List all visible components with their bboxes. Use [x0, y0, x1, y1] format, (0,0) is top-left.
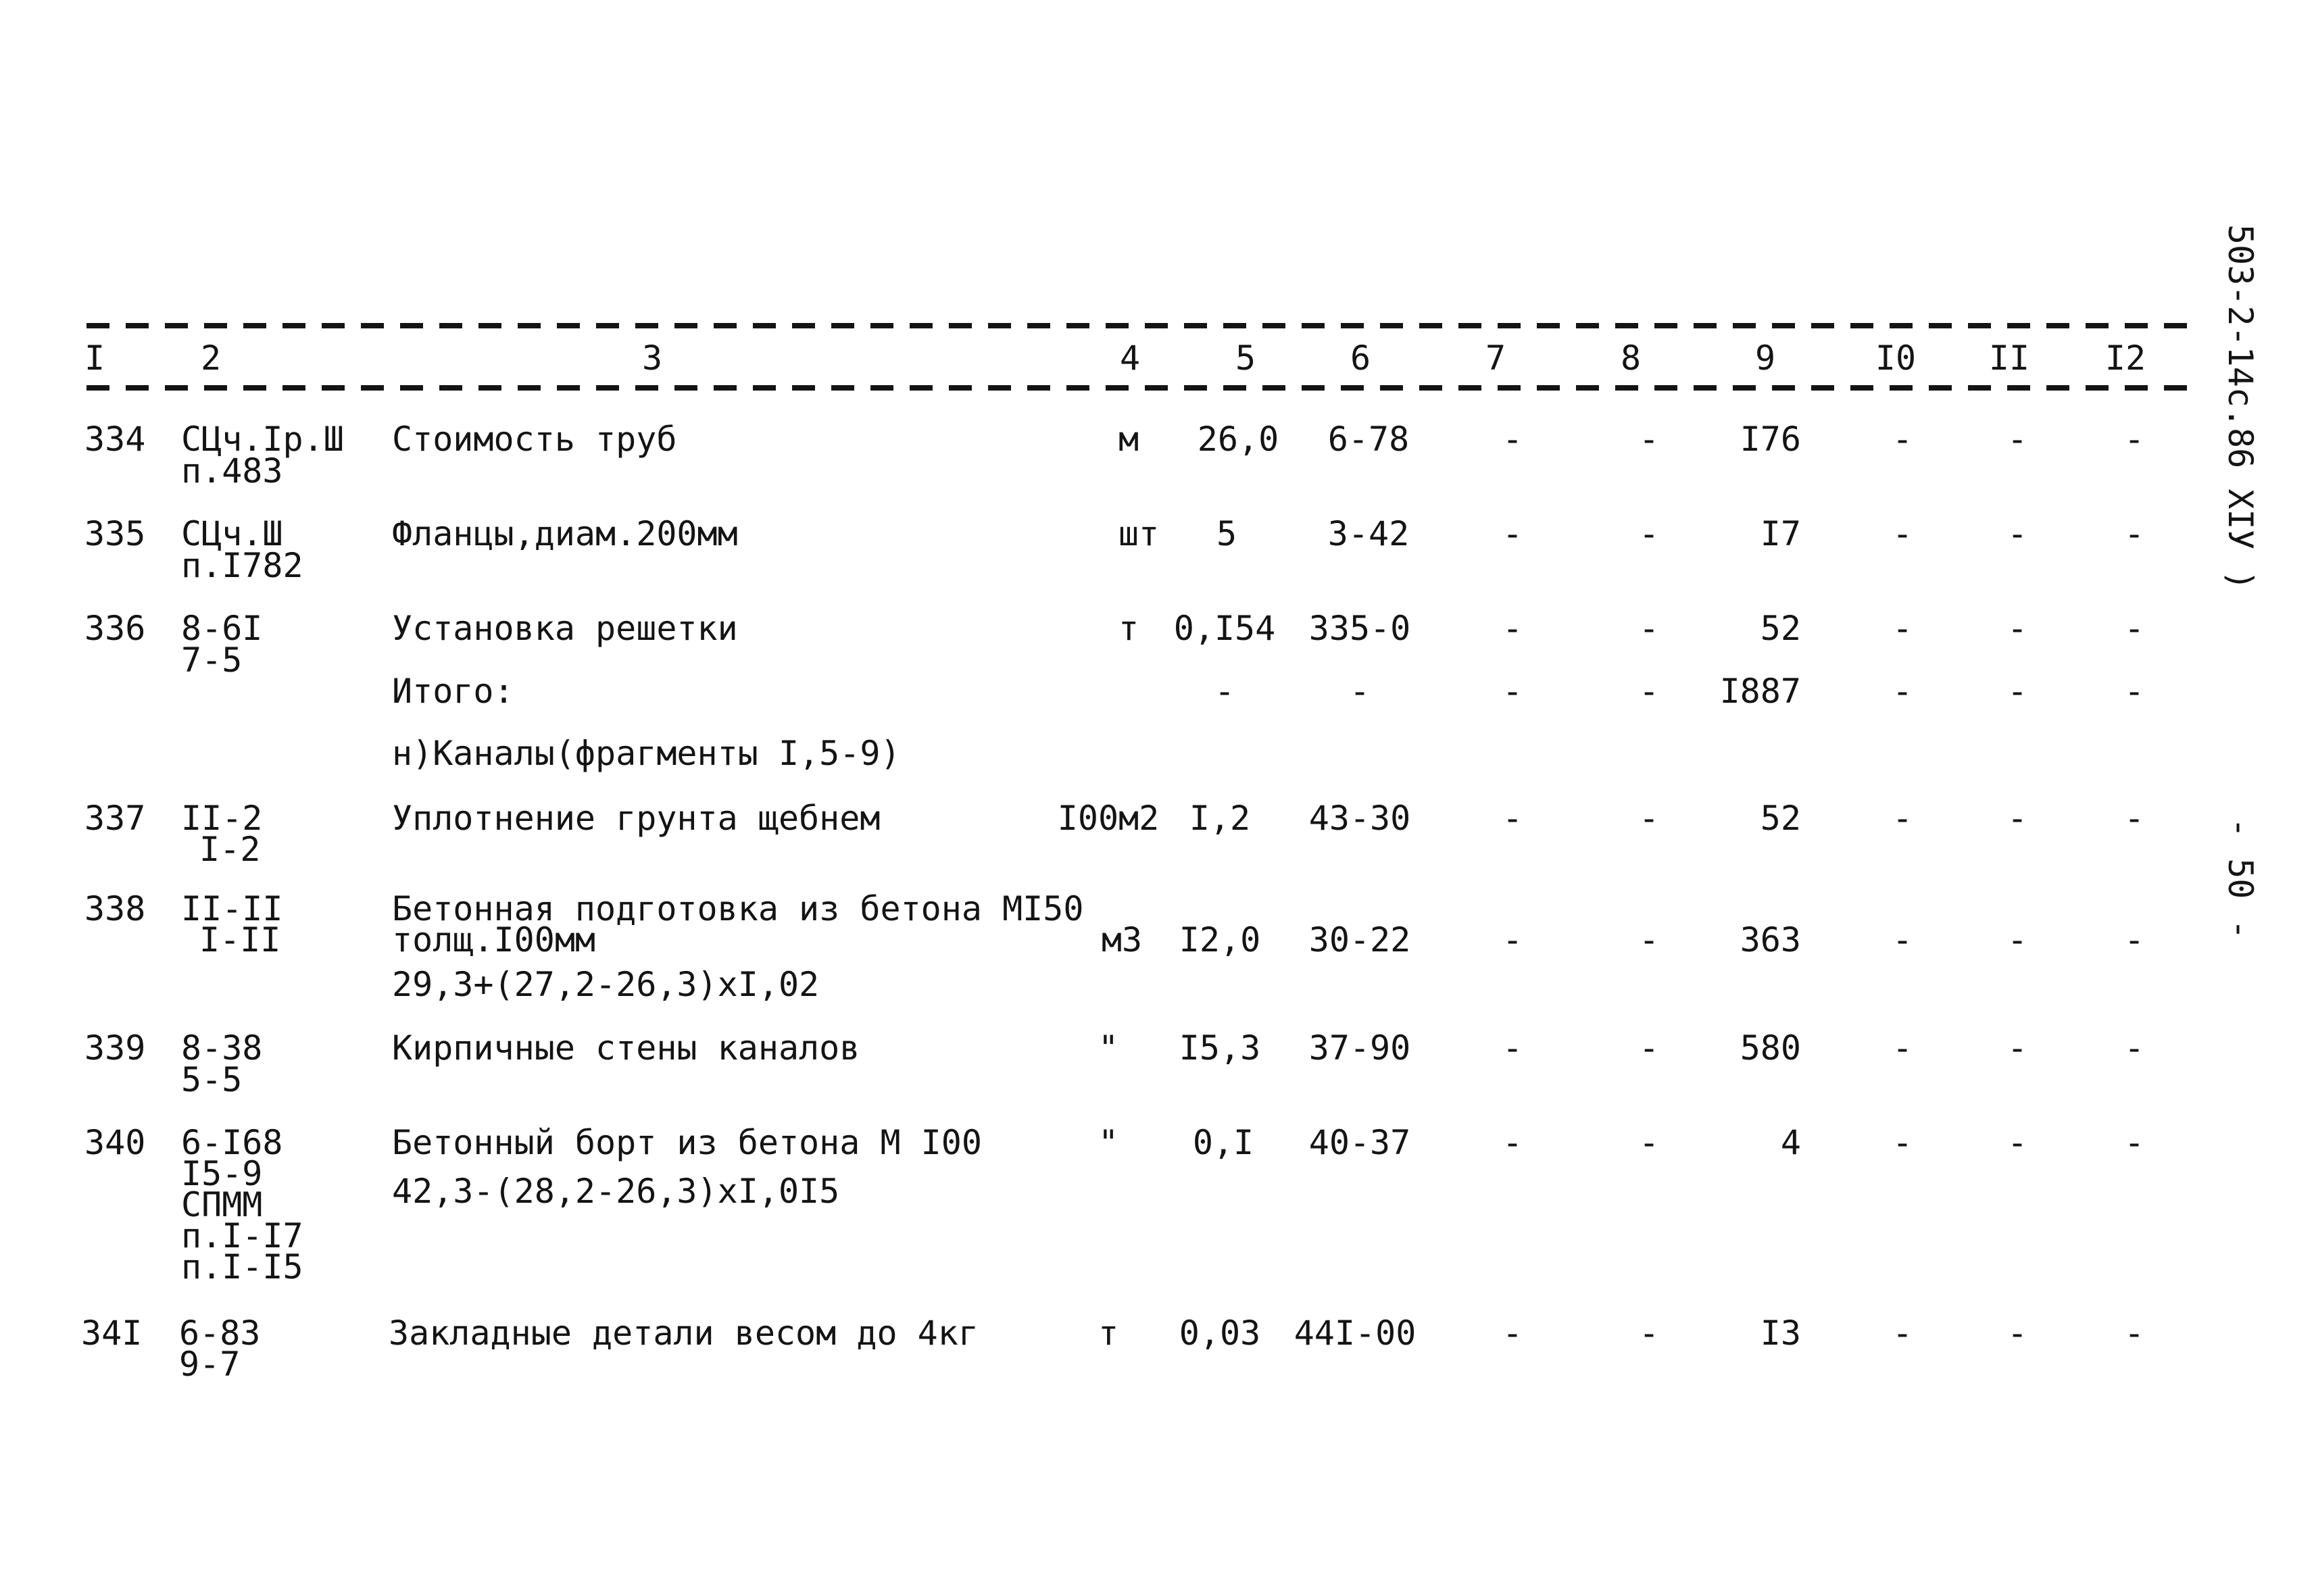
- column-header-3: 3: [641, 339, 663, 378]
- cell-col8: -: [1638, 1314, 1660, 1353]
- work-name: Бетонный борт из бетона М I00: [392, 1123, 982, 1162]
- cell-col10: -: [1892, 1314, 1913, 1353]
- cell-col11: -: [2007, 920, 2028, 959]
- column-header-11: II: [1988, 339, 2030, 378]
- norm-code: 8-6I: [181, 609, 263, 648]
- total-cost: 363: [1740, 920, 1801, 959]
- unit-price: 335-0: [1308, 609, 1411, 648]
- work-name: Закладные детали весом до 4кг: [389, 1314, 979, 1353]
- cell-col10: -: [1892, 672, 1913, 711]
- ditto-mark: ": [1098, 1028, 1119, 1068]
- norm-code: п.I782: [181, 546, 303, 585]
- header-bottom-rule: [87, 385, 2190, 391]
- column-header-6: 6: [1350, 339, 1371, 378]
- column-header-2: 2: [200, 339, 222, 378]
- quantity: I2,0: [1179, 920, 1261, 959]
- unit: т: [1118, 609, 1139, 648]
- unit-price: 40-37: [1308, 1123, 1411, 1162]
- norm-code: СПММ: [181, 1185, 263, 1224]
- cell-col10: -: [1892, 514, 1913, 553]
- cell-col10: -: [1892, 609, 1913, 648]
- cell-col11: -: [2007, 609, 2028, 648]
- row-number: 340: [84, 1123, 146, 1162]
- cell-col12: -: [2123, 514, 2145, 553]
- norm-code: п.I-I7: [181, 1216, 303, 1255]
- cell-col11: -: [2007, 1314, 2028, 1353]
- total-cost: I3: [1760, 1314, 1801, 1353]
- column-header-7: 7: [1485, 339, 1506, 378]
- cell-col11: -: [2007, 420, 2028, 459]
- unit: м3: [1101, 920, 1143, 959]
- quantity: I5,3: [1179, 1028, 1261, 1068]
- norm-code: I5-9: [181, 1154, 263, 1193]
- cell-col8: -: [1638, 799, 1660, 838]
- total-cost: I76: [1740, 420, 1801, 459]
- cell-col10: -: [1892, 1028, 1913, 1068]
- cell-col7: -: [1502, 420, 1523, 459]
- quantity: 0,I54: [1173, 609, 1276, 648]
- cell-col8: -: [1638, 514, 1660, 553]
- norm-code: 5-5: [181, 1060, 243, 1099]
- column-header-8: 8: [1620, 339, 1642, 378]
- row-number: 335: [84, 514, 146, 553]
- total-cost: I7: [1760, 514, 1801, 553]
- cell-col7: -: [1502, 1314, 1523, 1353]
- cell-col7: -: [1502, 1123, 1523, 1162]
- cell-col7: -: [1502, 1028, 1523, 1068]
- norm-code: п.I-I5: [181, 1247, 303, 1287]
- column-header-12: I2: [2104, 339, 2146, 378]
- total-cost: 580: [1740, 1028, 1801, 1068]
- subtotal-label: Итого:: [392, 672, 514, 711]
- unit: м: [1118, 420, 1139, 459]
- unit-price: 3-42: [1327, 514, 1410, 553]
- cell-col11: -: [2007, 1123, 2028, 1162]
- unit-price: -: [1349, 672, 1371, 711]
- row-number: 334: [84, 420, 146, 459]
- cell-col8: -: [1638, 1123, 1660, 1162]
- quantity: I,2: [1189, 799, 1251, 838]
- unit: шт: [1118, 514, 1160, 553]
- unit-price: 44I-00: [1294, 1314, 1417, 1353]
- cell-col12: -: [2123, 1123, 2145, 1162]
- page-number: - 50 -: [2221, 818, 2260, 940]
- cell-col7: -: [1502, 609, 1523, 648]
- norm-code: II-2: [181, 799, 263, 838]
- total-cost: 52: [1760, 799, 1801, 838]
- cell-col10: -: [1892, 420, 1913, 459]
- quantity: 0,03: [1179, 1314, 1261, 1353]
- cell-col7: -: [1502, 920, 1523, 959]
- norm-code: 6-83: [179, 1314, 261, 1353]
- cell-col12: -: [2123, 799, 2145, 838]
- quantity: 26,0: [1197, 420, 1279, 459]
- norm-code: СЦч.Ш: [181, 514, 283, 553]
- cell-col8: -: [1638, 609, 1660, 648]
- column-header-9: 9: [1754, 339, 1776, 378]
- section-heading: н)Каналы(фрагменты I,5-9): [392, 734, 901, 773]
- work-name: Уплотнение грунта щебнем: [392, 799, 881, 838]
- unit: т: [1098, 1314, 1119, 1353]
- unit-price: 6-78: [1327, 420, 1410, 459]
- cell-col8: -: [1638, 920, 1660, 959]
- row-number: 338: [84, 889, 146, 928]
- cell-col11: -: [2007, 799, 2028, 838]
- norm-code: п.483: [181, 451, 283, 491]
- total-cost: 4: [1780, 1123, 1801, 1162]
- norm-code: СЦч.Iр.Ш: [181, 420, 344, 459]
- unit: I00м2: [1057, 799, 1160, 838]
- work-name: Установка решетки: [392, 609, 738, 648]
- quantity: 0,I: [1192, 1123, 1254, 1162]
- norm-code: II-II: [181, 889, 283, 928]
- cell-col10: -: [1892, 920, 1913, 959]
- column-header-5: 5: [1235, 339, 1256, 378]
- volume-formula: 29,3+(27,2-26,3)хI,02: [392, 965, 820, 1004]
- cell-col8: -: [1638, 1028, 1660, 1068]
- unit-price: 30-22: [1308, 920, 1411, 959]
- quantity: -: [1214, 672, 1235, 711]
- ditto-mark: ": [1098, 1123, 1119, 1162]
- norm-code: 6-I68: [181, 1123, 283, 1162]
- cell-col12: -: [2123, 420, 2145, 459]
- cell-col8: -: [1638, 420, 1660, 459]
- cell-col8: -: [1638, 672, 1660, 711]
- norm-code: 8-38: [181, 1028, 263, 1068]
- work-name: Стоимость труб: [392, 420, 677, 459]
- unit-price: 37-90: [1308, 1028, 1411, 1068]
- side-document-code: 503-2-14с.86 ХIУ ): [2221, 224, 2260, 591]
- norm-code: 9-7: [179, 1345, 241, 1384]
- subtotal-value: I887: [1719, 672, 1801, 711]
- norm-code: I-II: [199, 920, 281, 959]
- work-name: Кирпичные стены каналов: [392, 1028, 860, 1068]
- cell-col10: -: [1892, 1123, 1913, 1162]
- work-name: Фланцы,диам.200мм: [392, 514, 738, 553]
- cell-col12: -: [2123, 1314, 2145, 1353]
- cell-col12: -: [2123, 920, 2145, 959]
- norm-code: 7-5: [181, 641, 243, 680]
- column-header-10: I0: [1875, 339, 1917, 378]
- cell-col11: -: [2007, 672, 2028, 711]
- total-cost: 52: [1760, 609, 1801, 648]
- quantity: 5: [1216, 514, 1237, 553]
- cell-col7: -: [1502, 672, 1523, 711]
- column-header-4: 4: [1119, 339, 1141, 378]
- work-name: толщ.I00мм: [392, 920, 596, 959]
- column-header-1: I: [84, 339, 105, 378]
- cell-col12: -: [2123, 672, 2145, 711]
- cell-col7: -: [1502, 799, 1523, 838]
- row-number: 336: [84, 609, 146, 648]
- row-number: 34I: [81, 1314, 143, 1353]
- header-top-rule: [87, 323, 2190, 328]
- cell-col11: -: [2007, 1028, 2028, 1068]
- row-number: 339: [84, 1028, 146, 1068]
- cell-col12: -: [2123, 1028, 2145, 1068]
- work-name: Бетонная подготовка из бетона МI50: [392, 889, 1084, 928]
- cell-col10: -: [1892, 799, 1913, 838]
- norm-code: I-2: [199, 830, 261, 869]
- row-number: 337: [84, 799, 146, 838]
- cell-col12: -: [2123, 609, 2145, 648]
- unit-price: 43-30: [1308, 799, 1411, 838]
- volume-formula: 42,3-(28,2-26,3)хI,0I5: [392, 1172, 840, 1211]
- cell-col7: -: [1502, 514, 1523, 553]
- cell-col11: -: [2007, 514, 2028, 553]
